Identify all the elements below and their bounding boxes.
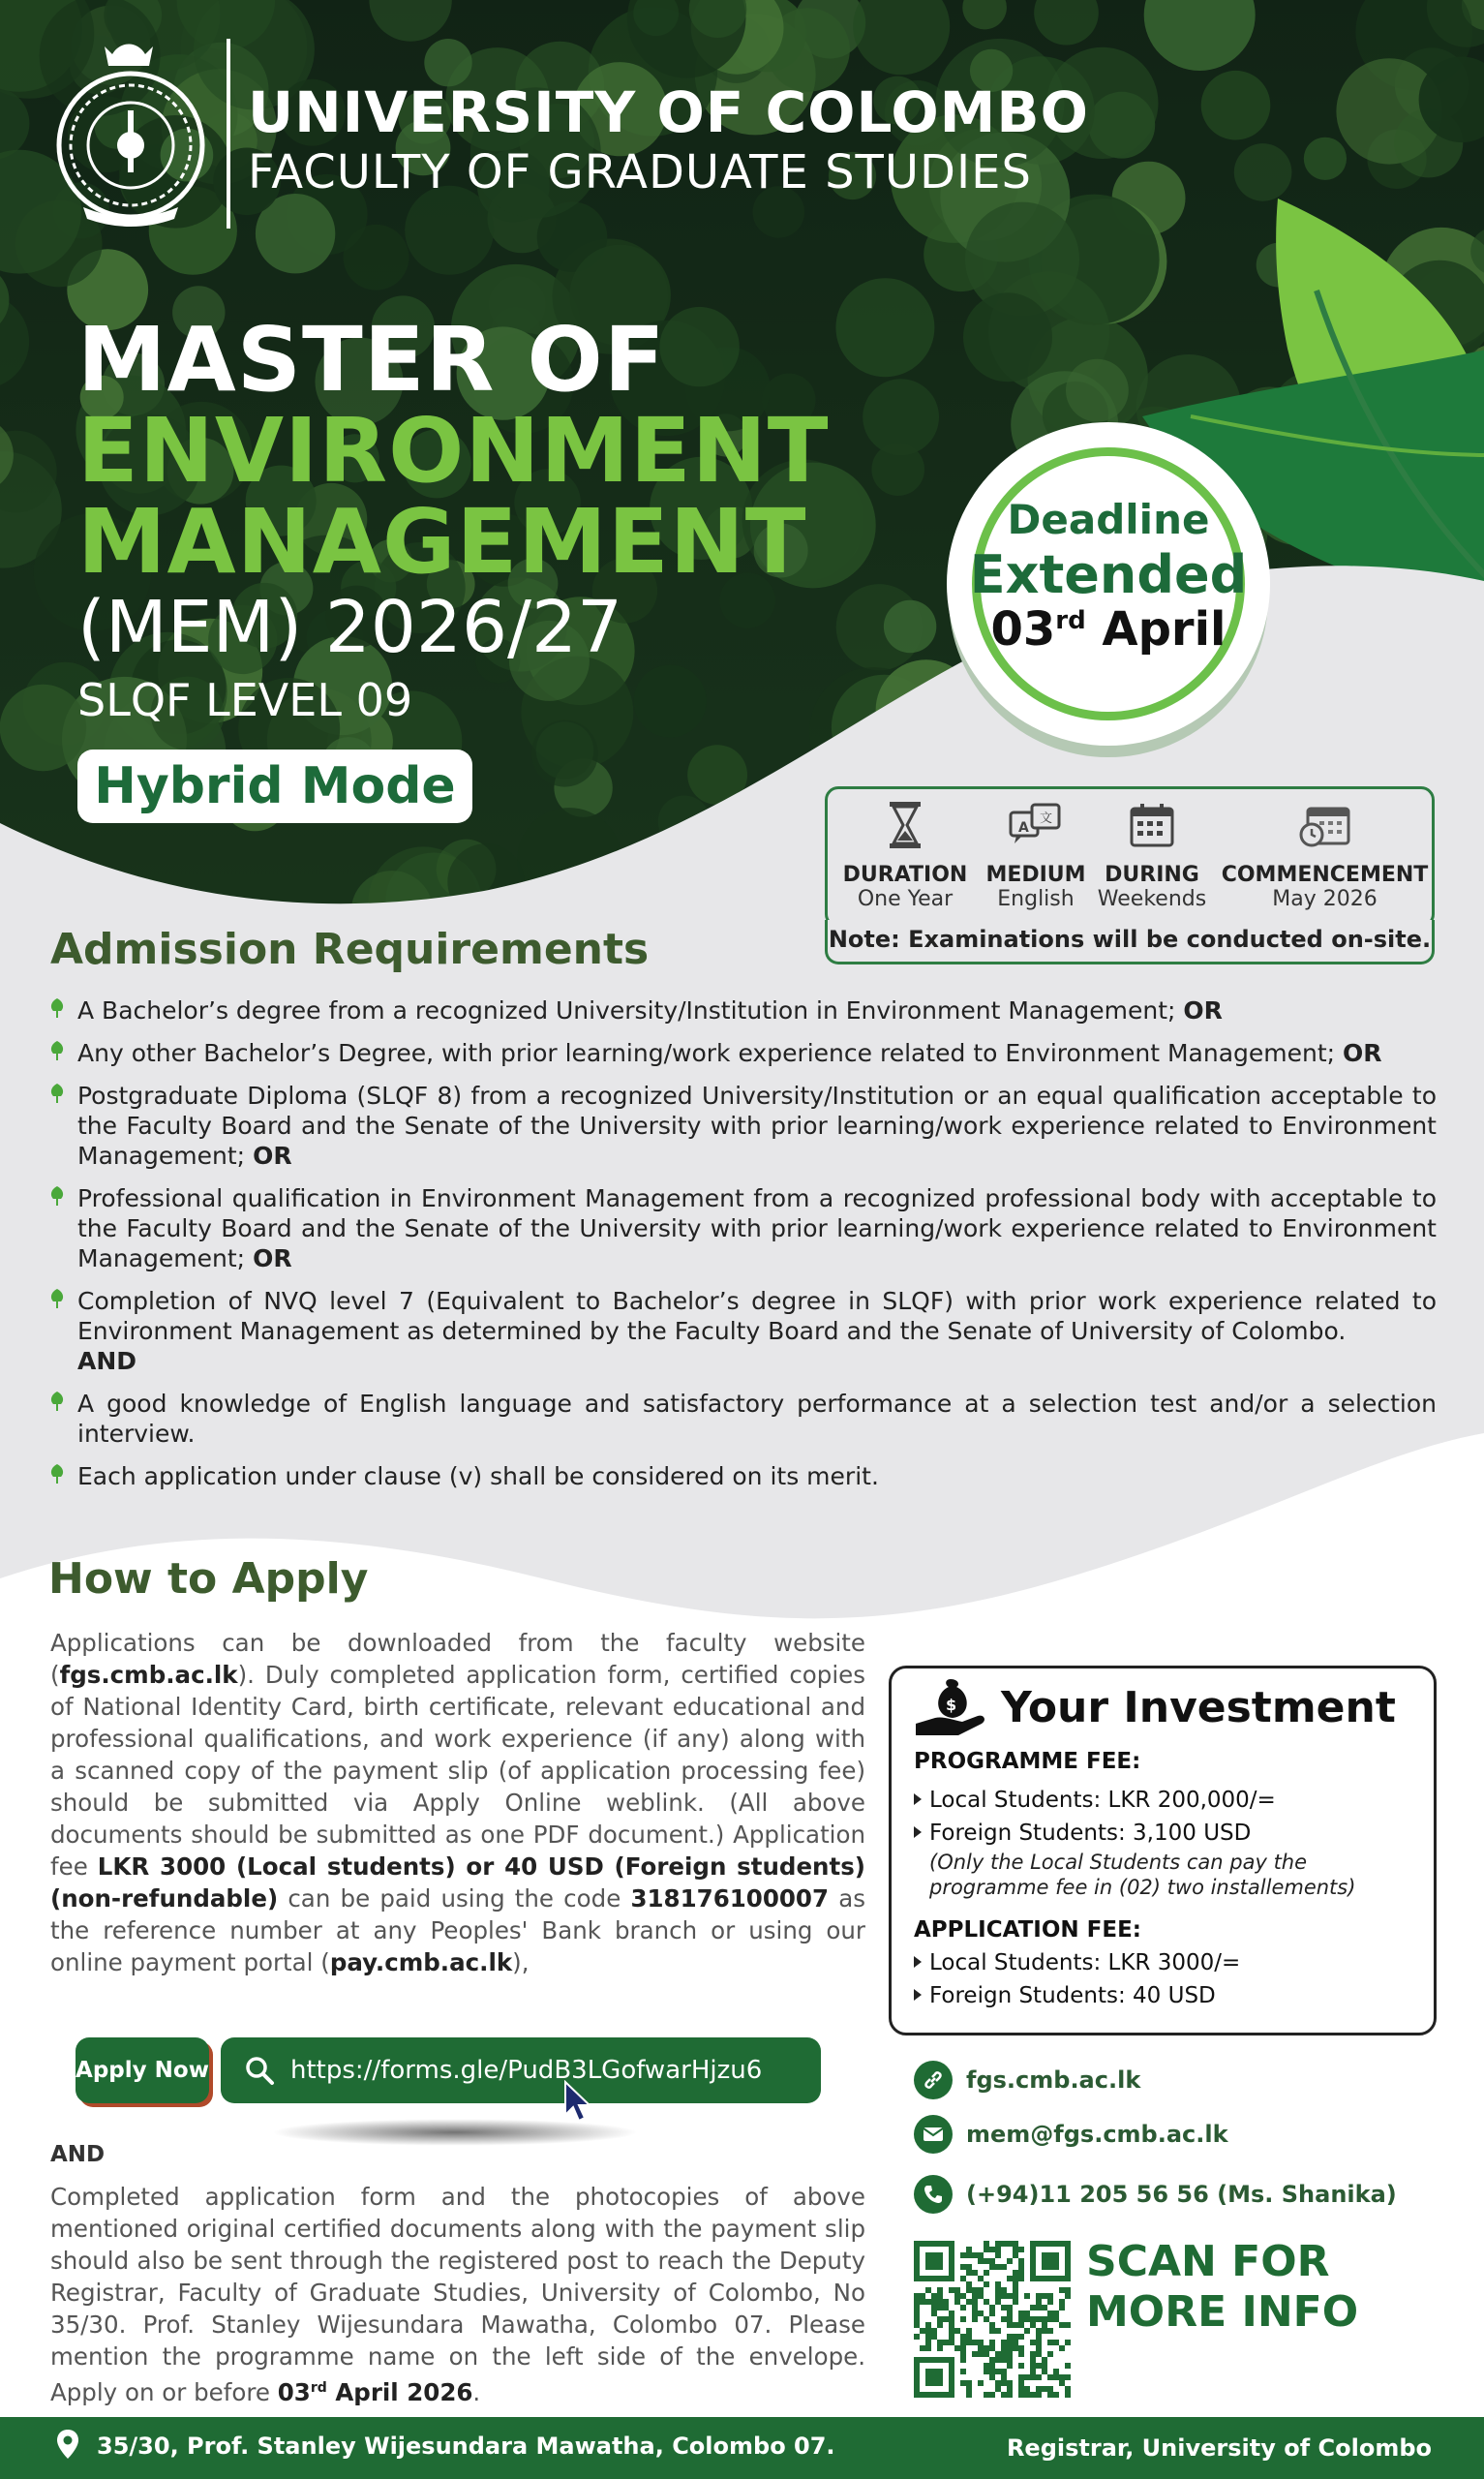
list-item: Any other Bachelor’s Degree, with prior learning/work experience related to Environment Management; OR [48, 1038, 1437, 1068]
translate-icon [1009, 803, 1063, 847]
list-item: A good knowledge of English language and satisfactory performance at a selection test and/or a selection interview. [48, 1389, 1437, 1449]
list-item: Each application under clause (v) shall be considered on its merit. [48, 1461, 1437, 1491]
title-line-1: MASTER OF [77, 308, 666, 412]
link-icon [914, 2061, 953, 2099]
application-fee-foreign: Foreign Students: 40 USD [914, 1983, 1216, 2008]
contact-email[interactable]: mem@fgs.cmb.ac.lk [914, 2115, 1228, 2154]
examination-note: Note: Examinations will be conducted on-site. [825, 920, 1435, 964]
slqf-level: SLQF LEVEL 09 [77, 674, 413, 726]
postal-submission-paragraph: Completed application form and the photocopies of above mentioned original certified documents along with the payment slip should also be sent through the registered post to reach the Deputy Registrar, Faculty of Graduate Studies, University of Colombo, No 35/30. Prof. Stanley Wijesundara Mawatha, Colombo 07. Please mention the programme name on the left side of the envelope. Apply on or before 03rd April 2026. [50, 2183, 865, 2407]
phone-icon [914, 2175, 953, 2214]
application-fee-heading: APPLICATION FEE: [914, 1917, 1142, 1943]
program-code-year: (MEM) 2026/27 [77, 586, 623, 669]
hourglass-icon [886, 800, 924, 850]
mouse-cursor-icon [563, 2080, 592, 2127]
info-commencement: COMMENCEMENT May 2026 [1215, 797, 1435, 911]
list-item: A Bachelor’s degree from a recognized University/Institution in Environment Management; OR [48, 995, 1437, 1025]
programme-info-box [825, 786, 1435, 928]
calendar-icon [1129, 802, 1175, 848]
email-icon [914, 2115, 953, 2154]
scan-label-1: SCAN FOR [1086, 2237, 1330, 2286]
how-to-apply-heading: How to Apply [48, 1554, 369, 1604]
deadline-label: Deadline [1007, 496, 1210, 543]
calendar-clock-icon [1298, 802, 1352, 848]
list-item: Completion of NVQ level 7 (Equivalent to Bachelor’s degree in SLQF) with prior work experience related to Environment Management as determined by the Faculty Board and the Senate of University of Colombo. AND [48, 1286, 1437, 1376]
hybrid-mode-badge: Hybrid Mode [77, 750, 472, 823]
tree-bullet-icon [48, 1040, 66, 1070]
faculty-name: FACULTY OF GRADUATE STUDIES [248, 145, 1032, 199]
list-item: Postgraduate Diploma (SLQF 8) from a recognized University/Institution or an equal qualification acceptable to the Faculty Board and the Senate of the University with prior learning/work experience related to Environment Management; OR [48, 1081, 1437, 1171]
programme-fee-foreign: Foreign Students: 3,100 USD [914, 1821, 1251, 1846]
header-divider [227, 39, 230, 229]
apply-url-text: https://forms.gle/PudB3LGofwarHjzu6 [290, 2056, 763, 2085]
svg-text:$: $ [946, 1696, 957, 1714]
programme-fee-local: Local Students: LKR 200,000/= [914, 1788, 1276, 1813]
how-to-apply-paragraph: Applications can be downloaded from the faculty website (fgs.cmb.ac.lk). Duly completed application form, certified copies of National Identity Card, birth certificate, relevant educational and professional qualifications, and work experience (if any) along with a scanned copy of the payment slip (of application processing fee) should be submitted via Apply Online weblink. (All above documents should be submitted as one PDF document.) Application fee LKR 3000 (Local students) or 40 USD (Foreign students) (non-refundable) can be paid using the code 318176100007 as the reference number at any Peoples' Bank branch or using our online payment portal (pay.cmb.ac.lk), [50, 1629, 865, 1976]
svg-text:A: A [1018, 820, 1029, 836]
and-label: AND [50, 2142, 106, 2167]
apply-url-link[interactable] [221, 2037, 821, 2103]
location-pin-icon [56, 2429, 79, 2464]
installment-note-2: programme fee in (02) two installements) [929, 1876, 1356, 1899]
deadline-extended: Extended [969, 544, 1248, 605]
list-item: Professional qualification in Environment Management from a recognized professional body with acceptable to the Faculty Board and the Senate of the University with prior learning/work experience related to Environment Management; OR [48, 1183, 1437, 1273]
tree-bullet-icon [48, 1185, 66, 1215]
qr-code[interactable] [914, 2241, 1071, 2398]
tree-bullet-icon [48, 1288, 66, 1318]
investment-title: Your Investment [1001, 1683, 1396, 1732]
info-medium: A 文 MEDIUM English [983, 797, 1089, 911]
admission-requirements-heading: Admission Requirements [50, 925, 650, 974]
footer-address: 35/30, Prof. Stanley Wijesundara Mawatha, Colombo 07. [97, 2433, 835, 2460]
university-name: UNIVERSITY OF COLOMBO [248, 79, 1089, 145]
info-during: DURING Weekends [1089, 797, 1215, 911]
contact-phone[interactable]: (+94)11 205 56 56 (Ms. Shanika) [914, 2175, 1397, 2214]
money-hand-icon [914, 1673, 991, 1745]
svg-text:文: 文 [1040, 811, 1053, 826]
deadline-date: 03rd April [990, 602, 1227, 657]
tree-bullet-icon [48, 997, 66, 1027]
tree-bullet-icon [48, 1083, 66, 1113]
info-duration: DURATION One Year [828, 797, 983, 911]
footer-registrar: Registrar, University of Colombo [1006, 2434, 1432, 2462]
scan-label-2: MORE INFO [1086, 2287, 1359, 2337]
programme-fee-heading: PROGRAMME FEE: [914, 1749, 1141, 1774]
university-crest-logo [45, 37, 217, 227]
contact-website[interactable]: fgs.cmb.ac.lk [914, 2061, 1140, 2099]
apply-now-button[interactable]: Apply Now [76, 2037, 209, 2103]
installment-note-1: (Only the Local Students can pay the [929, 1851, 1308, 1874]
application-fee-local: Local Students: LKR 3000/= [914, 1950, 1240, 1975]
title-line-2: ENVIRONMENT [77, 399, 830, 503]
title-line-3: MANAGEMENT [77, 490, 807, 594]
search-icon [244, 2055, 275, 2086]
